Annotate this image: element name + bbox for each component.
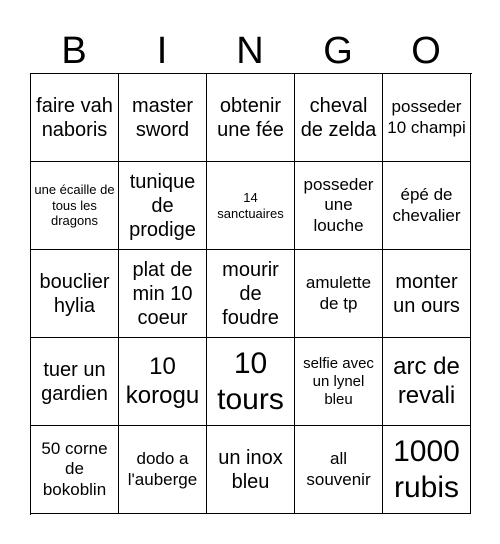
bingo-cell[interactable] bbox=[119, 162, 207, 250]
cell-text: arc de revali bbox=[393, 352, 460, 409]
cell-text: tunique de prodige bbox=[129, 170, 196, 241]
cell-text: 10 korogu bbox=[125, 352, 200, 409]
bingo-cell[interactable] bbox=[207, 250, 295, 338]
cell-text: une écaille de tous les dragons bbox=[34, 182, 115, 229]
header-letter-o: O bbox=[411, 30, 441, 72]
bingo-cell[interactable] bbox=[295, 338, 383, 426]
bingo-grid bbox=[30, 73, 472, 515]
cell-text: amulette de tp bbox=[305, 273, 372, 313]
cell-text: 14 sanctuaires bbox=[217, 189, 284, 221]
cell-text: obtenir une fée bbox=[217, 94, 284, 141]
bingo-cell[interactable] bbox=[119, 74, 207, 162]
bingo-cell[interactable] bbox=[207, 162, 295, 250]
bingo-cell[interactable] bbox=[383, 426, 471, 514]
cell-text: 1000 rubis bbox=[393, 434, 460, 504]
cell-text: un inox bleu bbox=[218, 446, 283, 493]
cell-text: all souvenir bbox=[306, 449, 371, 489]
bingo-cell[interactable] bbox=[383, 74, 471, 162]
cell-text: posseder une louche bbox=[303, 174, 374, 235]
cell-text: plat de min 10 coeur bbox=[132, 258, 193, 329]
cell-text: 50 corne de bokoblin bbox=[41, 438, 108, 499]
header-letter-g: G bbox=[323, 30, 353, 72]
cell-text: monter un ours bbox=[393, 270, 460, 317]
bingo-cell[interactable] bbox=[31, 426, 119, 514]
cell-text: bouclier hylia bbox=[39, 270, 110, 317]
cell-text: tuer un gardien bbox=[41, 358, 108, 405]
header-letter-i: I bbox=[156, 30, 168, 72]
cell-text: épé de chevalier bbox=[392, 185, 461, 225]
bingo-cell[interactable] bbox=[31, 338, 119, 426]
bingo-cell[interactable] bbox=[295, 162, 383, 250]
bingo-cell[interactable] bbox=[207, 338, 295, 426]
bingo-cell[interactable] bbox=[119, 338, 207, 426]
bingo-cell[interactable] bbox=[207, 426, 295, 514]
cell-text: faire vah naboris bbox=[36, 94, 113, 141]
bingo-cell[interactable] bbox=[207, 74, 295, 162]
bingo-cell[interactable] bbox=[295, 74, 383, 162]
cell-text: selfie avec un lynel bleu bbox=[303, 354, 374, 408]
header-letter-b: B bbox=[61, 30, 87, 72]
bingo-cell[interactable] bbox=[383, 338, 471, 426]
bingo-cell[interactable] bbox=[31, 250, 119, 338]
bingo-cell[interactable] bbox=[31, 74, 119, 162]
bingo-cell[interactable] bbox=[119, 426, 207, 514]
bingo-header bbox=[30, 28, 470, 74]
cell-text: posseder 10 champi bbox=[387, 97, 466, 137]
cell-text: mourir de foudre bbox=[222, 258, 279, 329]
cell-text: 10 tours bbox=[217, 346, 284, 416]
bingo-cell[interactable] bbox=[295, 426, 383, 514]
bingo-cell[interactable] bbox=[383, 250, 471, 338]
bingo-cell[interactable] bbox=[31, 162, 119, 250]
cell-text: master sword bbox=[131, 94, 194, 141]
cell-text: dodo a l'auberge bbox=[127, 449, 198, 489]
header-letter-n: N bbox=[236, 30, 264, 72]
bingo-cell[interactable] bbox=[295, 250, 383, 338]
bingo-cell[interactable] bbox=[119, 250, 207, 338]
cell-text: cheval de zelda bbox=[300, 94, 377, 141]
bingo-cell[interactable] bbox=[383, 162, 471, 250]
